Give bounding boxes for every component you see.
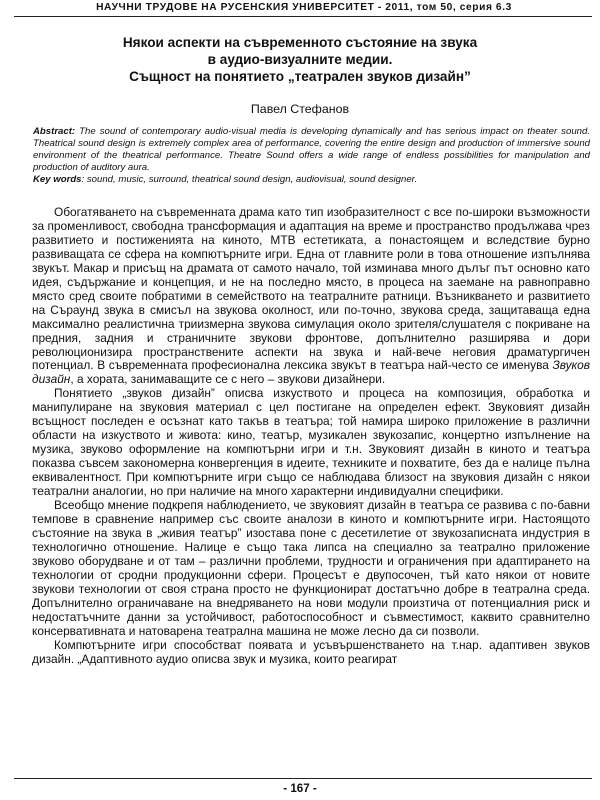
body-paragraph-4: Компютърните игри способстват появата и усъвършенстването на т.нар. адаптивен звуков дизайн. „Адаптивното аудио описва звук и музика, които реагират [32,637,590,666]
paragraph-1-end: , а хората, занимаващите се с него – звукови дизайнери. [70,372,386,387]
running-header: НАУЧНИ ТРУДОВЕ НА РУСЕНСКИЯ УНИВЕРСИТЕТ - 2011, том 50, серия 6.3 [96,2,512,13]
title-line-1: Някои аспекти на съвременното състояние на звука [122,35,478,50]
sound-design-term: Звуков дизайн [32,358,590,387]
body-paragraph-3: Всеобщо мнение подкрепя наблюдението, че звуковият дизайн в театъра се развива с по-бавни темпове в сравнение например със своите аналози в киното и компютърните игри. Настоящото състояние на звука в „живия театър” изостава поне с десетилетие от звукозаписната индустрия в технологично отношение. Налице е също така липса на специално за театрално приложение звуково оборудване и от там – различни проблеми, трудности и ограничения при адаптирането на технологии от сродни продукционни сфери. Процесът е двупосочен, тъй като някои от новите звукови технологии от своя страна просто не функционират достатъчно добре в театрална среда. Допълнително ограничаване на внедряването на нови модули произтича от потенциалния риск и недостатъчните данни за устойчивост, работоспособност и съвместимост, каквито сравнително консервативната и натоварена театрална машина не може лесно да си позволи. [32,498,590,638]
title-line-3: Същност на понятието „театрален звуков дизайн” [129,69,471,84]
body-paragraph-1 [32,206,590,387]
paragraph-1-start: Обогатяването на съвременната драма като тип изобразителност с все по-широки възможности за променливост, свободна трансформация и адаптация на време и пространство продължава чрез развитието и постиженията на киното, МТВ естетиката, а понастоящем и вследствие бурно развиващата се сфера на компютърните игри. Една от главните роли в това отношение изпълнява звукът. Макар и присъщ на драмата от самото начало, той изминава много дълъг път основно като идея, съдържание и концепция, и не на последно място, в процеса на заемане на равноправно място сред своите побратими в семейството на театралните ратници. Възникването и развитието на Съраунд звука в смисъл на звукова околност, или по-точно, звукова среда, защитаваща една максимално реалистична триизмерна звукова симулация около зрителя/слушателя с покриване на предния, задния и страничните звукови фронтове, допълнително разширява и дори революционизира пространствените аспекти на звука и най-вече неговия драматургичен потенциал. В съвременната професионална лексика звукът в театъра най-често се именува [32,205,590,373]
abstract-text: The sound of contemporary audio-visual media is developing dynamically and has serious impact on theater sound. Theatrical sound design is extremely complex area of performance, covering the entire design and production of immersive sound environment of the theatrical performance. Theatre Sound offers a wide range of endless possibilities for manipulation and production of auditory aura. [33,126,590,173]
author-name: Павел Стефанов [250,102,350,116]
title-line-2: в аудио-визуалните медии. [207,52,393,67]
header-divider [14,16,592,17]
body-text [32,206,590,666]
page-number: - 167 - [283,782,317,795]
paper-title [40,34,560,85]
keywords-label: Key words [33,173,82,185]
abstract-paragraph [33,126,590,174]
abstract [33,126,590,186]
keywords-text: : sound, music, surround, theatrical sound design, audiovisual, sound designer. [81,173,418,185]
body-paragraph-2: Понятието „звуков дизайн” описва изкуството и процеса на композиция, обработка и манипулиране на звуковия материал с цел постигане на определен ефект. Звуковият дизайн всъщност последен е осъзнат като такъв в театъра; той намира широко приложение в различни области на изкуството и живота: кино, театър, музикален звукозапис, концертно изпълнение на музика, звуково оформление на компютърни игри и т.н. Звуковият дизайн в киното и театъра показва съвсем закономерна конвергенция в идеите, техниките и похватите, без да е налице пълна еквивалентност. При компютърните игри също се наблюдава близост на звуковия дизайн с някои театрални аналогии, но при наличие на много характерни индивидуални специфики. [32,386,590,499]
keywords-paragraph [33,174,590,186]
abstract-label: Abstract: [33,126,76,137]
footer-divider [14,778,592,779]
